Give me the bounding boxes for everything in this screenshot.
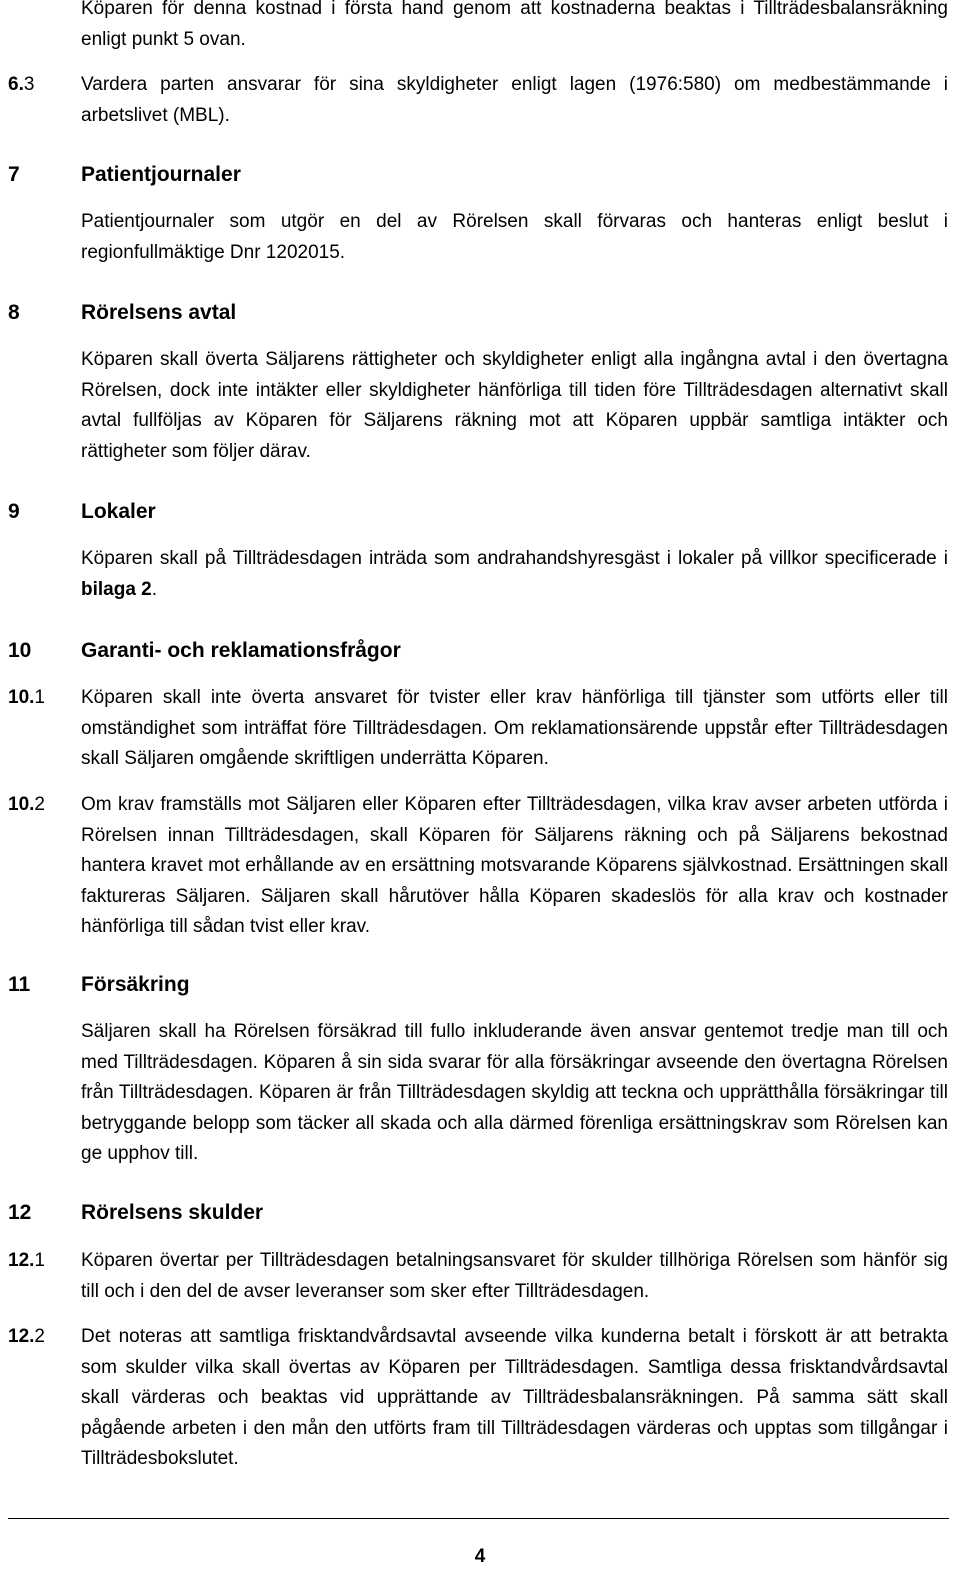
section-title: Patientjournaler	[81, 163, 241, 186]
section-title: Rörelsens skulder	[81, 1201, 264, 1224]
clause-12-1	[8, 1246, 948, 1307]
paragraph-text: Säljaren skall ha Rörelsen försäkrad till fullo inkluderande även ansvar gentemot tredje man till och med Tillträdesdagen. Köparen å sin sida svarar för alla försäkringar avseende den övertagna Rörelsen från Tillträdesdagen. Köparen är från Tillträdesdagen skyldig att teckna och upprätthålla försäkringar till betryggande belopp som täcker all skada och alla därmed förenliga ersättningskrav som Rörelsen kan ge upphov till.	[81, 1021, 948, 1164]
paragraph-text: Patientjournaler som utgör en del av Rörelsen skall förvaras och hanteras enligt beslut i regionfullmäktige Dnr 1202015.	[81, 211, 948, 263]
intro-text: Köparen för denna kostnad i första hand genom att kostnaderna beaktas i Tillträdesbalansräkning enligt punkt 5 ovan.	[81, 0, 948, 50]
section-heading-12	[8, 1198, 948, 1228]
section-9-paragraph	[8, 544, 948, 605]
section-title: Lokaler	[81, 500, 156, 523]
clause-number: 12.2	[8, 1326, 45, 1347]
section-heading-8	[8, 298, 948, 328]
clause-number: 6.3	[8, 74, 35, 95]
paragraph-text: Köparen skall på Tillträdesdagen inträda som andrahandshyresgäst i lokaler på villkor specificerade i bilaga 2.	[81, 548, 948, 600]
clause-number: 10.1	[8, 687, 45, 708]
section-title: Garanti- och reklamationsfrågor	[81, 639, 401, 662]
section-number: 12	[8, 1201, 32, 1224]
clause-number: 12.1	[8, 1250, 45, 1271]
section-heading-7	[8, 160, 948, 190]
clause-12-2	[8, 1322, 948, 1475]
section-number: 8	[8, 301, 20, 324]
intro-paragraph	[8, 0, 948, 55]
page-number: 4	[474, 1546, 486, 1567]
clause-text: Köparen skall inte överta ansvaret för tvister eller krav hänförliga till tjänster som utförts eller till omständighet som inträffat före Tillträdesdagen. Om reklamationsärende uppstår efter Tillträdesdagen skall Säljaren omgående skriftligen underrätta Köparen.	[81, 687, 948, 769]
clause-text: Köparen övertar per Tillträdesdagen betalningsansvaret för skulder tillhöriga Rörelsen som hänför sig till och i den del de avser leveranser som sker efter Tillträdesdagen.	[81, 1250, 948, 1302]
clause-text: Vardera parten ansvarar för sina skyldigheter enligt lagen (1976:580) om medbestämmande i arbetslivet (MBL).	[81, 74, 948, 126]
clause-6-3	[8, 70, 948, 131]
section-number: 11	[8, 973, 31, 996]
section-heading-9	[8, 497, 948, 527]
section-number: 10	[8, 639, 32, 662]
section-number: 9	[8, 500, 20, 523]
clause-text: Om krav framställs mot Säljaren eller Köparen efter Tillträdesdagen, vilka krav avser arbeten utförda i Rörelsen innan Tillträdesdagen, skall Köparen för Säljarens räkning och på Säljarens bekostnad hantera kravet mot erhållande av en ersättning motsvarande Köparens självkostnad. Ersättningen skall faktureras Säljaren. Säljaren skall hårutöver hålla Köparen skadeslös för alla krav och kostnader hänförliga till sådan tvist eller krav.	[81, 794, 948, 937]
section-11-paragraph	[8, 1017, 948, 1170]
clause-text: Det noteras att samtliga frisktandvårdsavtal avseende vilka kunderna betalt i förskott är att betrakta som skulder vilka skall övertas av Köparen per Tillträdesdagen. Samtliga dessa frisktandvårdsavtal skall värderas och beaktas vid upprättande av Tillträdesbalansräkningen. På samma sätt skall pågående arbeten i den mån den utförts fram till Tillträdesdagen värderas och upptas som tillgångar i Tillträdesbokslutet.	[81, 1326, 948, 1469]
section-7-paragraph	[8, 207, 948, 268]
section-8-paragraph	[8, 345, 948, 467]
clause-10-1	[8, 683, 948, 775]
footer-divider	[8, 1518, 949, 1519]
section-heading-10	[8, 636, 948, 666]
attachment-reference: bilaga 2	[81, 578, 152, 600]
section-number: 7	[8, 163, 20, 186]
paragraph-text: Köparen skall överta Säljarens rättigheter och skyldigheter enligt alla ingångna avtal i den övertagna Rörelsen, dock inte intäkter eller skyldigheter hänförliga till tiden före Tillträdesdagen alternativt skall avtal fullföljas av Köparen för Säljarens räkning mot att Köparen uppbär samtliga intäkter och rättigheter som följer därav.	[81, 349, 948, 462]
section-title: Rörelsens avtal	[81, 301, 237, 324]
section-heading-11	[8, 970, 948, 1000]
section-title: Försäkring	[81, 973, 190, 996]
clause-10-2	[8, 790, 948, 943]
clause-number: 10.2	[8, 794, 45, 815]
